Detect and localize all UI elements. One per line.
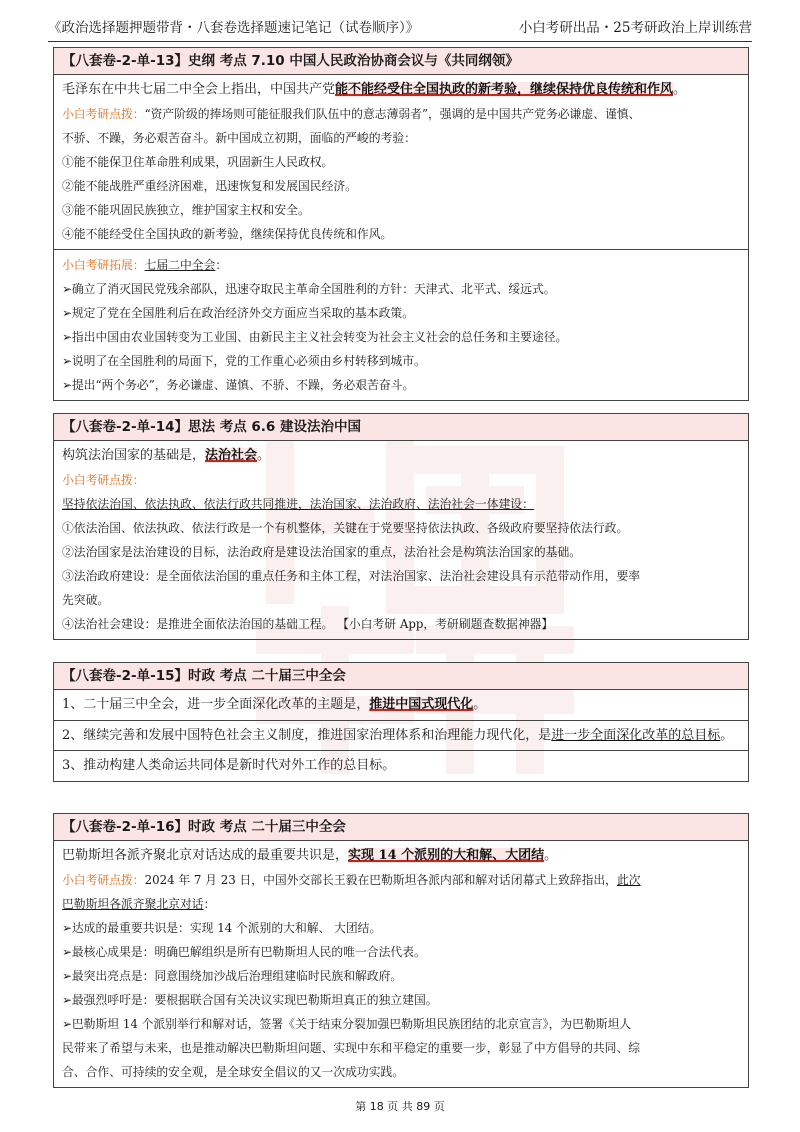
question-end: 。 [544, 848, 558, 863]
extension-item: ➢说明了在全国胜利的局面下，党的工作重心必须由乡村转移到城市。 [62, 354, 426, 368]
list-item: ②法治国家是法治建设的目标，法治政府是建设法治国家的重点，法治社会是构筑法治国家的基础。 [62, 545, 582, 559]
list-item: ④法治社会建设：是推进全面依法治国的基础工程。 【小白考研 App，考研刷题查数据神器】 [62, 617, 554, 631]
row-text: 2、继续完善和发展中国特色社会主义制度，推进国家治理体系和治理能力现代化，是 [62, 728, 552, 743]
list-item: 坚持依法治国、依法执政、依法行政共同推进，法治国家、法治政府、法治社会一体建设： [62, 497, 534, 511]
answer-highlight: 推进中国式现代化 [369, 697, 474, 712]
tip-text: “资产阶级的捧场则可能征服我们队伍中的意志薄弱者”，强调的是中国共产党务必谦虚、谨慎、 [144, 107, 641, 121]
question-body [54, 441, 748, 639]
extension-label: 小白考研拓展： [62, 258, 145, 272]
extension-section [54, 250, 748, 400]
page-header [48, 16, 752, 42]
list-item: ①依法治国、依法执政、依法行政是一个有机整体，关键在于党要坚持依法执政、各级政府要坚持依法行政。 [62, 521, 629, 535]
answer-highlight: 法治社会 [205, 448, 258, 463]
tip-text: 2024 年 7 月 23 日，中国外交部长王毅在巴勒斯坦各派内部和解对话闭幕式上致辞指出， [144, 873, 617, 887]
question-title: 【八套卷-2-单-15】时政 考点 二十届三中全会 [54, 663, 748, 690]
question-card-15 [53, 662, 749, 782]
list-item: ➢最突出亮点是：同意围绕加沙战后治理组建临时民族和解政府。 [62, 969, 403, 983]
question-card-14 [53, 413, 749, 640]
question-card-13 [53, 47, 749, 401]
question-title: 【八套卷-2-单-16】时政 考点 二十届三中全会 [54, 814, 748, 841]
list-item: ➢最核心成果是：明确巴解组织是所有巴勒斯坦人民的唯一合法代表。 [62, 945, 426, 959]
answer-row-1 [54, 690, 748, 721]
tip-label: 小白考研点拨： [62, 107, 145, 121]
list-item: 先突破。 [62, 593, 110, 607]
list-item: ①能不能保卫住革命胜利成果，巩固新生人民政权。 [62, 155, 334, 169]
page-number: 第 18 页 共 89 页 [355, 1100, 445, 1113]
row-end: 。 [473, 697, 487, 712]
question-body [54, 841, 748, 1087]
question-title: 【八套卷-2-单-14】思法 考点 6.6 建设法治中国 [54, 414, 748, 441]
list-item: ➢最强烈呼吁是：要根据联合国有关决议实现巴勒斯坦真正的独立建国。 [62, 993, 438, 1007]
row-text: 1、二十届三中全会，进一步全面深化改革的主题是， [62, 697, 370, 712]
answer-underline: 进一步全面深化改革的总目标 [551, 728, 721, 743]
list-item: 民带来了希望与未来，也是推动解决巴勒斯坦问题、实现中东和平稳定的重要一步，彰显了中方倡导的共同、综 [62, 1041, 641, 1055]
list-item: ②能不能战胜严重经济困难，迅速恢复和发展国民经济。 [62, 179, 357, 193]
list-item: ④能不能经受住全国执政的新考验，继续保持优良传统和作风。 [62, 227, 393, 241]
question-body [54, 75, 748, 250]
list-item: 合、合作、可持续的安全观，是全球安全倡议的又一次成功实践。 [62, 1065, 405, 1079]
extension-item: ➢指出中国由农业国转变为工业国、由新民主主义社会转变为社会主义社会的总任务和主要途径。 [62, 330, 568, 344]
row-end: 。 [720, 728, 734, 743]
answer-row-2 [54, 721, 748, 751]
header-doc-title: 《政治选择题押题带背・八套卷选择题速记笔记（试卷顺序）》 [48, 20, 420, 36]
question-stem: 毛泽东在中共七届二中全会上指出，中国共产党 [62, 82, 336, 97]
extension-item: ➢确立了消灭国民党残余部队，迅速夺取民主革命全国胜利的方针：天津式、北平式、绥远式。 [62, 282, 556, 296]
tip-label: 小白考研点拨： [62, 873, 145, 887]
question-stem: 构筑法治国家的基础是， [62, 448, 206, 463]
tip-colon: ： [203, 897, 216, 911]
tip-underline: 此次 [616, 873, 641, 887]
row-text: 3、推动构建人类命运共同体是新时代对外工作的总目标。 [62, 758, 396, 773]
answer-row-3 [54, 751, 748, 781]
tip-text-2: 不骄、不躁，务必艰苦奋斗。新中国成立初期，面临的严峻的考验： [62, 131, 416, 145]
extension-item: ➢规定了党在全国胜利后在政治经济外交方面应当采取的基本政策。 [62, 306, 414, 320]
answer-highlight: 能不能经受住全国执政的新考验，继续保持优良传统和作风 [335, 82, 674, 97]
tip-underline-2: 巴勒斯坦各派齐聚北京对话 [62, 897, 204, 911]
tip-label: 小白考研点拨： [62, 473, 145, 487]
question-end: 。 [257, 448, 271, 463]
question-stem: 巴勒斯坦各派齐聚北京对话达成的最重要共识是， [62, 848, 349, 863]
extension-item: ➢提出“两个务必”，务必谦虚、谨慎、不骄、不躁，务必艰苦奋斗。 [62, 378, 415, 392]
answer-highlight: 实现 14 个派别的大和解、大团结 [348, 848, 545, 863]
extension-topic: 七届二中全会 [144, 258, 216, 272]
list-item: ➢达成的最重要共识是：实现 14 个派别的大和解、 大团结。 [62, 921, 382, 935]
question-card-16 [53, 813, 749, 1088]
extension-colon: ： [215, 258, 228, 272]
question-title: 【八套卷-2-单-13】史纲 考点 7.10 中国人民政治协商会议与《共同纲领》 [54, 48, 748, 75]
list-item: ③能不能巩固民族独立，维护国家主权和安全。 [62, 203, 310, 217]
question-end: 。 [673, 82, 687, 97]
list-item: ③法治政府建设：是全面依法治国的重点任务和主体工程，对法治国家、法治社会建设具有示范带动作用，要率 [62, 569, 641, 583]
header-brand: 小白考研出品・25考研政治上岸训练营 [518, 20, 752, 36]
list-item: ➢巴勒斯坦 14 个派别举行和解对话，签署《关于结束分裂加强巴勒斯坦民族团结的北京宣言》，为巴勒斯坦人 [62, 1017, 632, 1031]
